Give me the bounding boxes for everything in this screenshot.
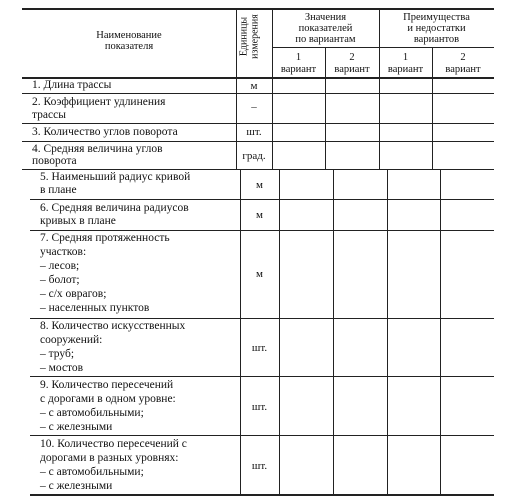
header-values-line1: Значения <box>304 12 347 23</box>
row-7-unit: м <box>256 268 263 280</box>
header-subrow-line <box>272 47 494 48</box>
row-1-unit: м <box>250 80 258 92</box>
row-3-unit: шт. <box>246 126 262 138</box>
row-2-label-line1: 2. Коэффициент удлинения <box>32 96 166 108</box>
header-sub-num-1: 1 <box>295 52 302 63</box>
header-units-line1: Единицы <box>238 16 250 57</box>
row-8-unit: шт. <box>251 342 268 354</box>
row-line <box>30 199 494 200</box>
row-10-label-line4: – с железными <box>40 480 113 492</box>
header-units-line2: измерения <box>249 14 261 59</box>
row-2-label-line2: трассы <box>32 109 66 121</box>
header-values-line2: показателей <box>298 23 353 34</box>
row-5-unit: м <box>256 179 263 191</box>
row-line <box>22 123 494 124</box>
header-sub-label-2: вариант <box>334 64 370 75</box>
top-vline-pros-mid <box>432 78 433 169</box>
row-10-label-line3: – с автомобильными; <box>40 466 144 478</box>
header-sub-label-1: вариант <box>280 64 317 75</box>
row-8-label-line3: – труб; <box>40 348 75 360</box>
row-7-label-line2: участков: <box>40 246 87 258</box>
row-10-unit: шт. <box>251 460 268 472</box>
row-line <box>22 141 494 142</box>
header-vline-units-left <box>236 8 237 78</box>
row-7-label-line6: – населенных пунктов <box>40 302 150 314</box>
header-sub-label-4: вариант <box>445 64 481 75</box>
bottom-vline-values-mid <box>333 169 334 495</box>
row-10-label-line1: 10. Количество пересечений с <box>40 438 187 450</box>
header-sub-num-4: 2 <box>460 52 466 63</box>
row-6-label-line2: кривых в плане <box>40 215 116 227</box>
row-9-label-line1: 9. Количество пересечений <box>40 379 174 391</box>
row-6-unit: м <box>256 209 263 221</box>
row-8-label-line4: – мостов <box>40 362 84 374</box>
row-7-label-line4: – болот; <box>40 274 80 286</box>
row-5-label-line2: в плане <box>40 184 77 196</box>
row-4-label-line2: поворота <box>32 155 77 167</box>
header-sub-num-3: 1 <box>402 52 409 63</box>
row-line <box>30 435 494 436</box>
top-vline-values-left <box>272 78 273 169</box>
header-sub-label-3: вариант <box>387 64 424 75</box>
header-name-line1: Наименование <box>96 30 162 41</box>
row-line <box>30 230 494 231</box>
row-7-label-line1: 7. Средняя протяженность <box>40 232 170 244</box>
header-pros-line3: вариантов <box>413 34 460 45</box>
row-line <box>22 169 494 170</box>
row-7-label-line5: – с/х оврагов; <box>40 288 107 300</box>
row-9-unit: шт. <box>251 401 268 413</box>
row-4-label-line1: 4. Средняя величина углов <box>32 143 163 155</box>
row-line <box>22 93 494 94</box>
header-pros-line2: и недостатки <box>407 23 466 34</box>
row-9-label-line4: – с железными <box>40 421 113 433</box>
row-9-label-line3: – с автомобильными; <box>40 407 144 419</box>
header-pros-line1: Преимущества <box>403 12 470 23</box>
row-8-label-line1: 8. Количество искусственных <box>40 320 186 332</box>
table-bottom-border <box>30 494 494 496</box>
header-name-line2: показателя <box>104 41 154 52</box>
row-7-label-line3: – лесов; <box>40 260 80 272</box>
bottom-vline-pros-mid <box>440 169 441 495</box>
row-line <box>30 318 494 319</box>
row-3-label-line1: 3. Количество углов поворота <box>32 126 178 138</box>
row-4-unit: град. <box>242 150 266 162</box>
row-6-label-line1: 6. Средняя величина радиусов <box>40 202 189 214</box>
header-values-line3: по вариантам <box>295 34 356 45</box>
row-8-label-line2: сооружений: <box>40 334 103 346</box>
row-line <box>30 376 494 377</box>
row-2-unit: – <box>251 101 257 113</box>
row-5-label-line1: 5. Наименьший радиус кривой <box>40 171 191 183</box>
top-vline-pros-left <box>379 78 380 169</box>
bottom-vline-pros-left <box>387 169 388 495</box>
top-vline-values-mid <box>325 78 326 169</box>
row-1-label-line1: 1. Длина трассы <box>32 79 112 91</box>
row-10-label-line2: дорогами в разных уровнях: <box>40 452 179 464</box>
row-9-label-line2: с дорогами в одном уровне: <box>40 393 176 405</box>
header-sub-num-2: 2 <box>349 52 355 63</box>
bottom-vline-values-left <box>279 169 280 495</box>
